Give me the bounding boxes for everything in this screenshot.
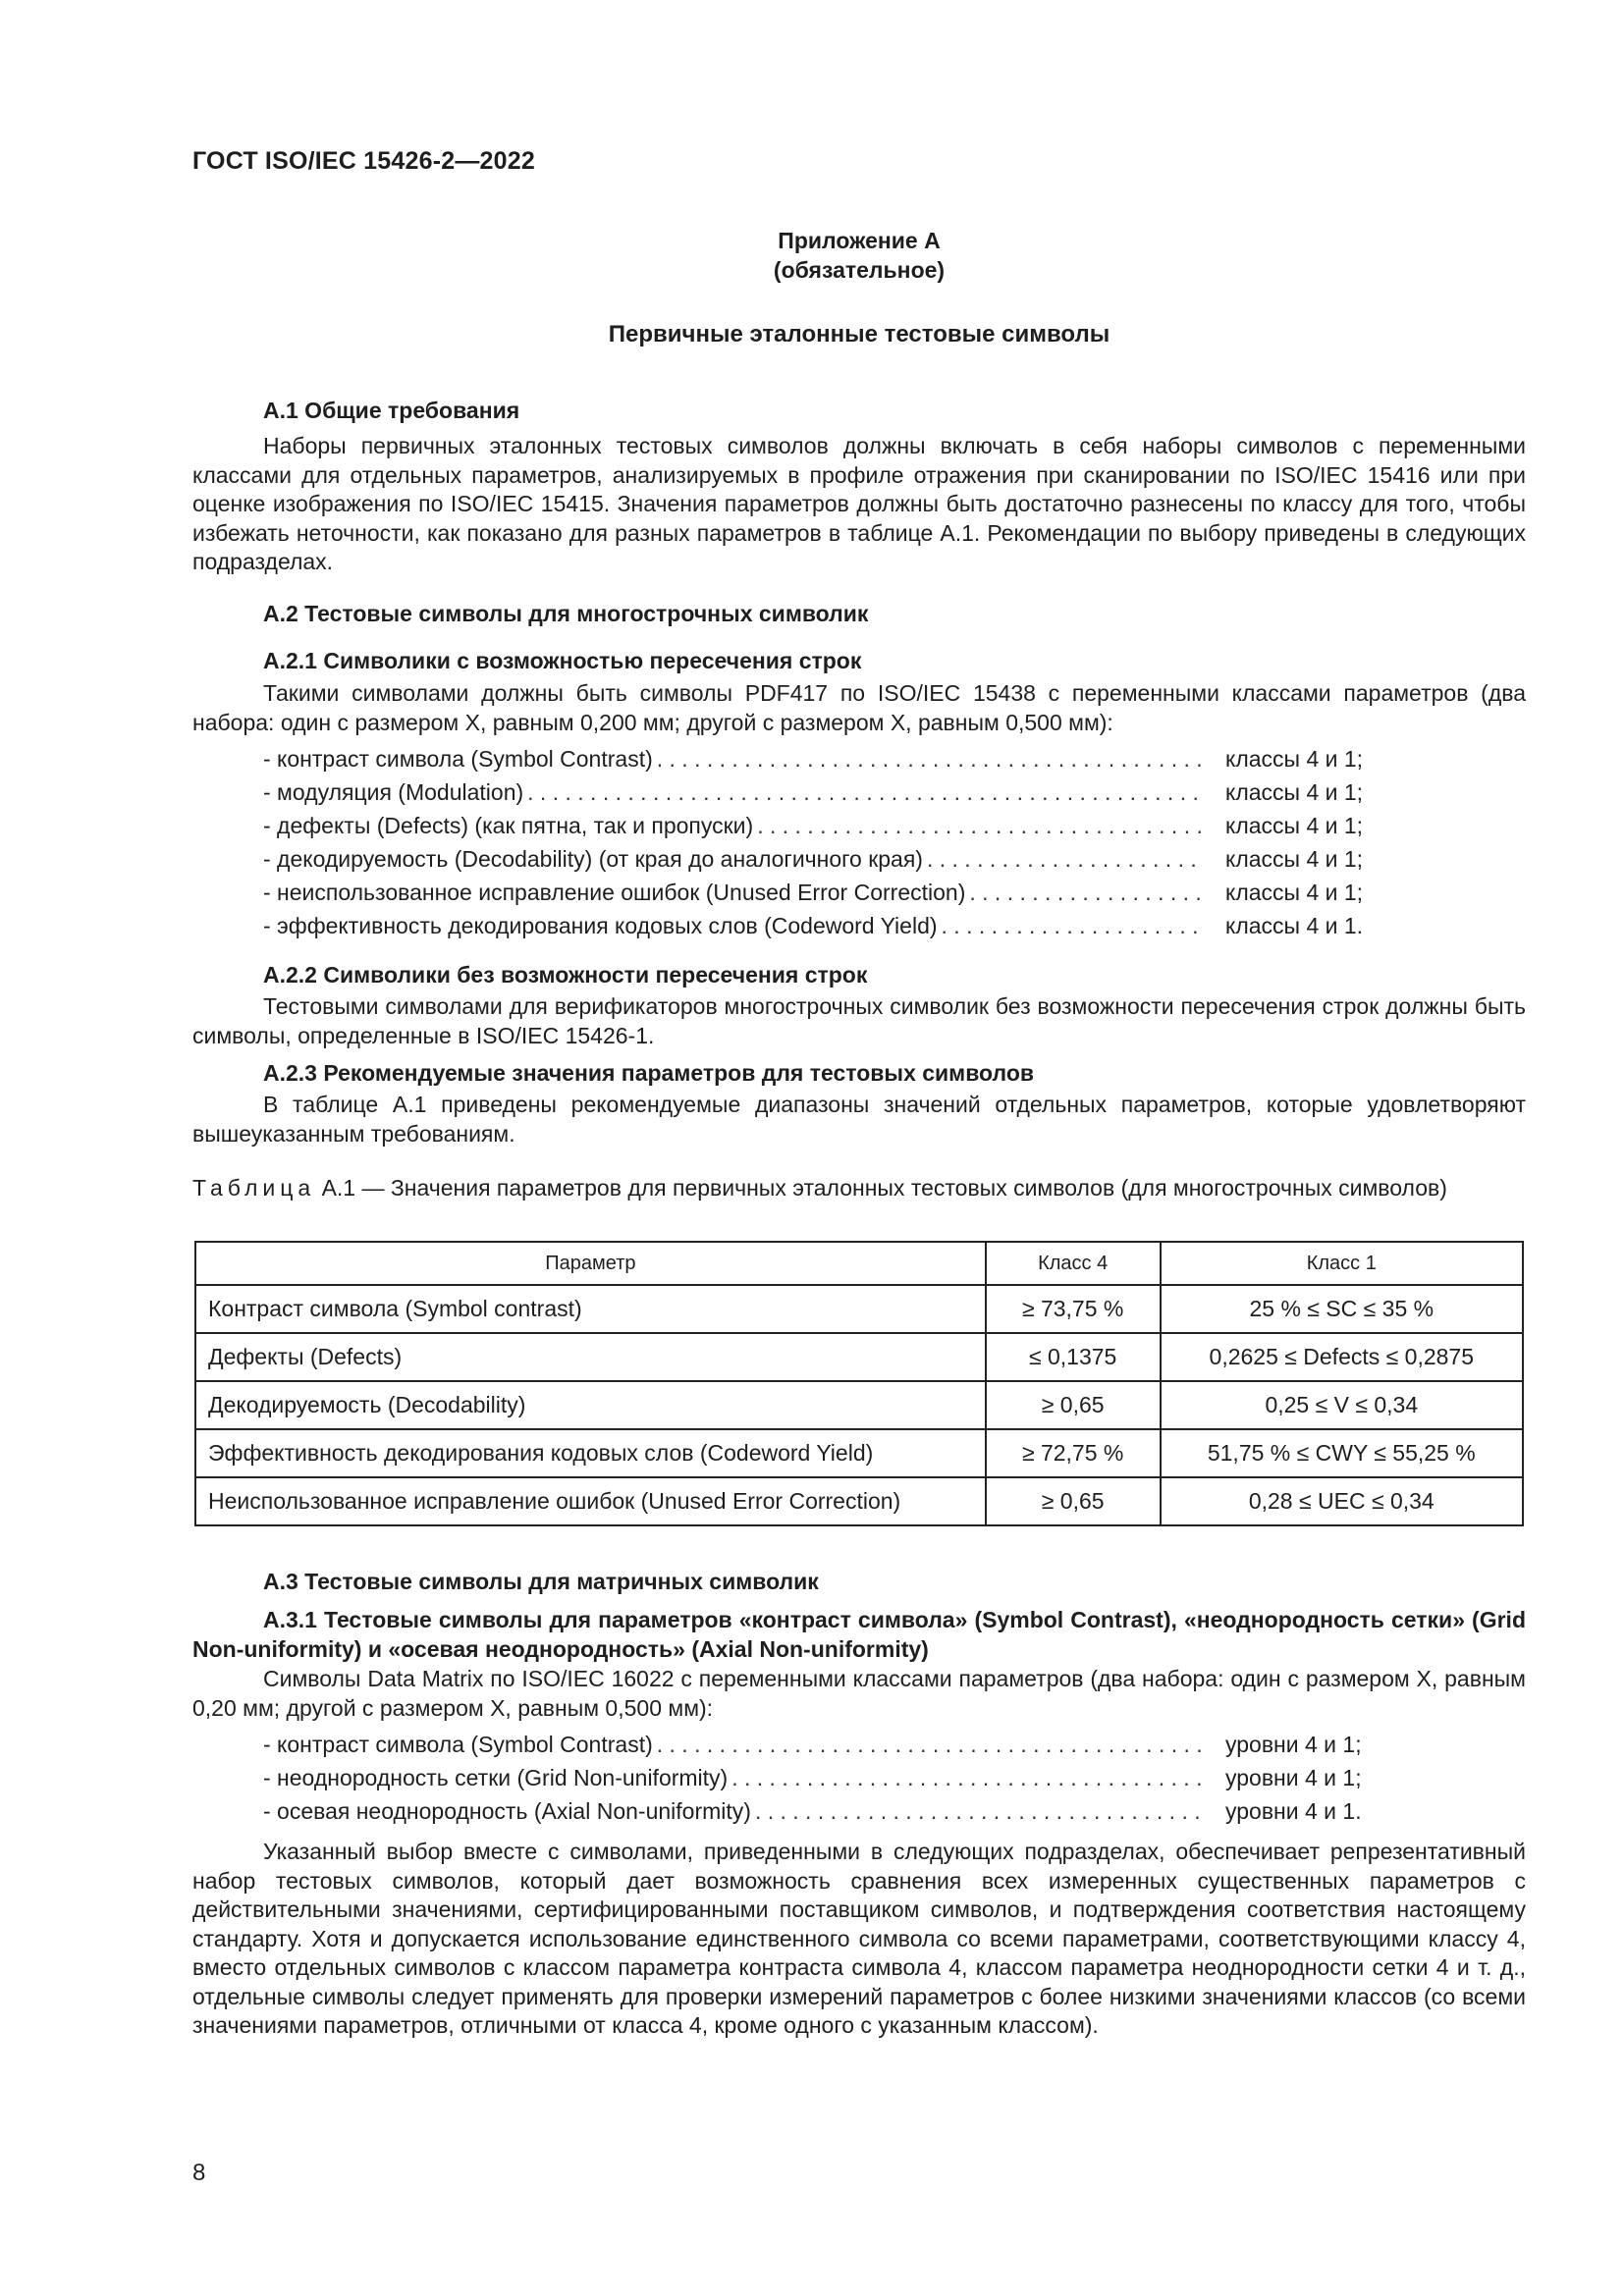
list-item: - осевая неоднородность (Axial Non-uniformity) . . . уровни 4 и 1. (263, 1794, 1392, 1828)
standard-header: ГОСТ ISO/IEC 15426-2—2022 (192, 147, 535, 175)
section-a3-heading: А.3 Тестовые символы для матричных символик (263, 1569, 819, 1594)
datamatrix-parameter-list (263, 1728, 1392, 1828)
section-a23-heading: А.2.3 Рекомендуемые значения параметров для тестовых символов (263, 1060, 1035, 1086)
table-cell: ≥ 72,75 % (986, 1429, 1161, 1477)
list-item: - модуляция (Modulation) . . . классы 4 и 1; (263, 775, 1392, 809)
appendix-status: (обязательное) (773, 257, 946, 283)
page-number: 8 (192, 2160, 206, 2186)
section-a21-paragraph: Такими символами должны быть символы PDF417 по ISO/IEC 15438 с переменными классами параметров (два набора: один с размером X, равным 0,200 мм; другой с размером X, равным 0,500 мм): (192, 680, 1526, 735)
section-a1-paragraph: Наборы первичных эталонных тестовых символов должны включать в себя наборы символов с переменными классами для отдельных параметров, анализируемых в профиле отражения при сканировании по ISO/IEC 15416 или при оценке изображения по ISO/IEC 15415. Значения параметров должны быть достаточно разнесены по классу для того, чтобы избежать неточности, как показано для разных параметров в таблице А.1. Рекомендации по выбору приведены в следующих подразделах. (192, 433, 1526, 574)
section-a22-paragraph: Тестовыми символами для верификаторов многострочных символик без возможности пересечения строк должны быть символы, определенные в ISO/IEC 15426-1. (192, 993, 1526, 1048)
table-cell: Дефекты (Defects) (195, 1333, 986, 1381)
section-a21-heading: А.2.1 Символики с возможностью пересечения строк (263, 648, 862, 673)
section-a31-paragraph-2: Указанный выбор вместе с символами, приведенными в следующих подразделах, обеспечивает репрезентативный набор тестовых символов, который дает возможность сравнения всех измеренных существенных параметров с действительными значениями, сертифицированными поставщиком символов, и подтверждения соответствия настоящему стандарту. Хотя и допускается использование единственного символа со всеми параметрами, соответствующими классу 4, вместо отдельных символов с классом параметра контраста символа 4, классом параметра неоднородности сетки 4 и т. д., отдельные символы следует применять для проверки измерений параметров с более низкими значениями классов (со всеми значениями параметров, отличными от класса 4, кроме одного с указанным классом). (192, 1839, 1526, 2038)
table-row (195, 1429, 1523, 1477)
table-cell: Неиспользованное исправление ошибок (Unused Error Correction) (195, 1477, 986, 1525)
section-a1-heading: А.1 Общие требования (263, 398, 520, 423)
list-item: - декодируемость (Decodability) (от края до аналогичного края) . . . классы 4 и 1; (263, 842, 1392, 876)
table-cell: 0,25 ≤ V ≤ 0,34 (1161, 1381, 1523, 1429)
table-cell: 25 % ≤ SC ≤ 35 % (1161, 1285, 1523, 1333)
table-cell: ≥ 73,75 % (986, 1285, 1161, 1333)
list-item: - эффективность декодирования кодовых слов (Codeword Yield) . . . классы 4 и 1. (263, 909, 1392, 942)
section-a23-paragraph: В таблице А.1 приведены рекомендуемые диапазоны значений отдельных параметров, которые удовлетворяют вышеуказанным требованиям. (192, 1092, 1526, 1147)
table-row (195, 1285, 1523, 1333)
column-header: Класс 1 (1161, 1242, 1523, 1285)
table-cell: ≥ 0,65 (986, 1477, 1161, 1525)
section-a31-paragraph: Символы Data Matrix по ISO/IEC 16022 с переменными классами параметров (два набора: один с размером X, равным 0,20 мм; другой с размером X, равным 0,500 мм): (192, 1666, 1526, 1721)
column-header: Класс 4 (986, 1242, 1161, 1285)
list-item: - дефекты (Defects) (как пятна, так и пропуски) . . . классы 4 и 1; (263, 809, 1392, 842)
table-cell: Контраст символа (Symbol contrast) (195, 1285, 986, 1333)
column-header: Параметр (195, 1242, 986, 1285)
pdf417-parameter-list (263, 742, 1392, 942)
list-item: - неиспользованное исправление ошибок (Unused Error Correction) . . . классы 4 и 1; (263, 876, 1392, 909)
table-row (195, 1477, 1523, 1525)
table-cell: ≤ 0,1375 (986, 1333, 1161, 1381)
table-cell: 0,2625 ≤ Defects ≤ 0,2875 (1161, 1333, 1523, 1381)
table-header-row (195, 1242, 1523, 1285)
table-caption-text: А.1 — Значения параметров для первичных эталонных тестовых символов (для многострочных символов) (321, 1175, 1447, 1201)
appendix-title: Приложение А (778, 228, 941, 253)
parameters-table (194, 1241, 1524, 1526)
table-cell: 51,75 % ≤ CWY ≤ 55,25 % (1161, 1429, 1523, 1477)
table-row (195, 1381, 1523, 1429)
table-cell: ≥ 0,65 (986, 1381, 1161, 1429)
table-cell: Декодируемость (Decodability) (195, 1381, 986, 1429)
list-item: - неоднородность сетки (Grid Non-uniformity) . . . уровни 4 и 1; (263, 1761, 1392, 1794)
table-cell: 0,28 ≤ UEC ≤ 0,34 (1161, 1477, 1523, 1525)
list-item: - контраст символа (Symbol Contrast) . . . уровни 4 и 1; (263, 1728, 1392, 1761)
table-cell: Эффективность декодирования кодовых слов (Codeword Yield) (195, 1429, 986, 1477)
table-caption-label: Таблица (192, 1175, 316, 1201)
section-a22-heading: А.2.2 Символики без возможности пересечения строк (263, 962, 868, 988)
list-item: - контраст символа (Symbol Contrast) . . . классы 4 и 1; (263, 742, 1392, 775)
appendix-heading: Первичные эталонные тестовые символы (608, 321, 1110, 347)
section-a31-heading: А.3.1 Тестовые символы для параметров «контраст символа» (Symbol Contrast), «неоднородность сетки» (Grid Non-uniformity) и «осевая неоднородность» (Axial Non-uniformity) (192, 1607, 1526, 1662)
section-a2-heading: А.2 Тестовые символы для многострочных символик (263, 601, 869, 626)
table-caption (192, 1174, 1526, 1203)
table-row (195, 1333, 1523, 1381)
